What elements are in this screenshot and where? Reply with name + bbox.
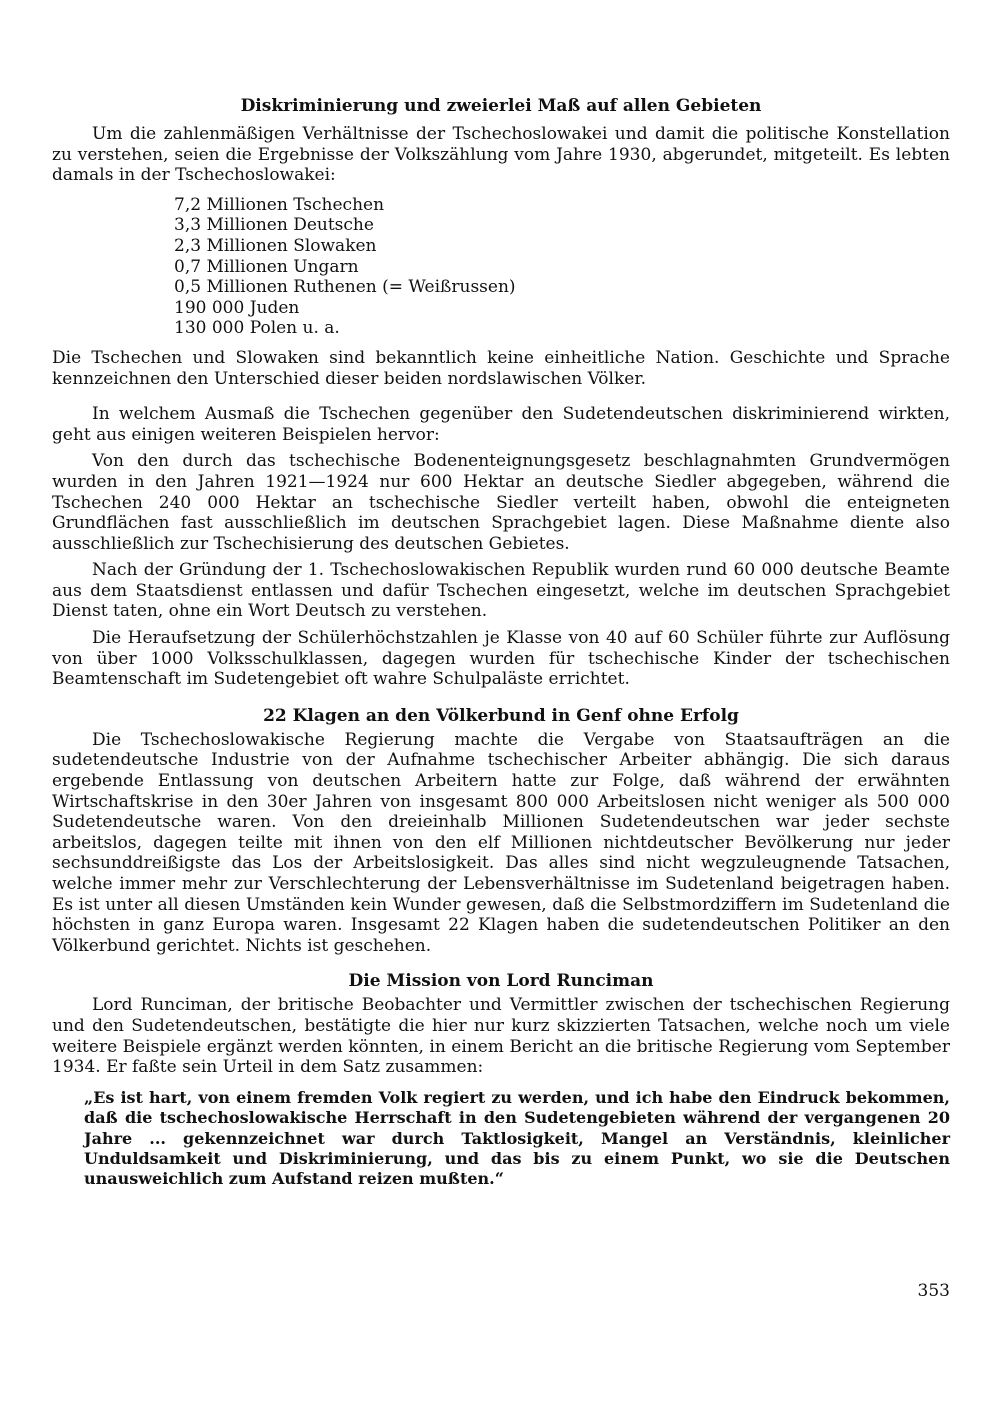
page-body bbox=[52, 96, 950, 1190]
list-item: 3,3 Millionen Deutsche bbox=[174, 215, 374, 236]
section-heading-runciman: Die Mission von Lord Runciman bbox=[348, 971, 654, 992]
paragraph-nations: Die Tschechen und Slowaken sind bekanntlich keine einheitliche Nation. Geschichte und Sprache kennzeichnen den Unterschied dieser beiden nordslawischen Völker. bbox=[52, 347, 950, 389]
list-item: 0,7 Millionen Ungarn bbox=[174, 256, 359, 277]
paragraph-officials: Nach der Gründung der 1. Tschechoslowakischen Republik wurden rund 60 000 deutsche Beamte aus dem Staatsdienst entlassen und dafür Tschechen eingesetzt, welche im deutschen Sprachgebiet Dienst taten, ohne ein Wort Deutsch zu verstehen. bbox=[52, 560, 950, 622]
list-item: 7,2 Millionen Tschechen bbox=[174, 194, 385, 215]
paragraph-schools: Die Heraufsetzung der Schülerhöchstzahlen je Klasse von 40 auf 60 Schüler führte zur Auflösung von über 1000 Volksschulklassen, dagegen wurden für tschechische Kinder der tschechischen Beamtenschaft im Sudetengebiet oft wahre Schulpaläste errichtet. bbox=[52, 628, 950, 690]
paragraph-land-expropriation: Von den durch das tschechische Bodenenteignungsgesetz beschlagnahmten Grundvermögen wurden in den Jahren 1921—1924 nur 600 Hektar an deutsche Siedler abgegeben, während die Tschechen 240 000 Hektar an tschechische Siedler verteilt haben, obwohl die enteigneten Grundflächen fast ausschließlich im deutschen Sprachgebiet lagen. Diese Maßnahme diente also ausschließlich zur Tschechisierung des deutschen Gebietes. bbox=[52, 451, 950, 554]
section-heading-league-of-nations: 22 Klagen an den Völkerbund in Genf ohne Erfolg bbox=[263, 705, 739, 726]
list-item: 2,3 Millionen Slowaken bbox=[174, 235, 377, 256]
page-number: 353 bbox=[917, 1281, 950, 1301]
paragraph-league-complaints: Die Tschechoslowakische Regierung machte die Vergabe von Staatsaufträgen an die sudetendeutsche Industrie von der Aufnahme tschechischer Arbeiter abhängig. Die sich daraus ergebende Entlassung von deutschen Arbeitern hatte zur Folge, daß während der erwähnten Wirtschaftskrise in den 30er Jahren von insgesamt 800 000 Arbeitslosen nicht weniger als 500 000 Sudetendeutsche waren. Von den dreieinhalb Millionen Sudetendeutschen war jeder sechste arbeitslos, dagegen teilte mit ihnen von den elf Millionen nichtdeutscher Bevölkerung nur jeder sechsunddreißigste das Los der Arbeitslosigkeit. Das alles sind nicht wegzuleugnende Tatsachen, welche immer mehr zur Verschlechterung der Lebensverhältnisse im Sudetenland beigetragen haben. Es ist unter all diesen Umständen kein Wunder gewesen, daß die Selbstmordziffern im Sudetenland die höchsten in ganz Europa waren. Insgesamt 22 Klagen haben die sudetendeutschen Politiker an den Völkerbund gerichtet. Nichts ist geschehen. bbox=[52, 729, 950, 956]
section-heading-discrimination: Diskriminierung und zweierlei Maß auf allen Gebieten bbox=[240, 96, 762, 116]
list-item: 130 000 Polen u. a. bbox=[174, 318, 340, 339]
runciman-quote: „Es ist hart, von einem fremden Volk regiert zu werden, und ich habe den Eindruck bekommen, daß die tschechoslowakische Herrschaft in den Sudetengebieten während der vergangenen 20 Jahre ... gekennzeichnet war durch Taktlosigkeit, Mangel an Verständnis, kleinlicher Unduldsamkeit und Diskriminierung, und das bis zu einem Punkt, wo sie die Deutschen unausweichlich zum Aufstand reizen mußten.“ bbox=[84, 1087, 950, 1189]
list-item: 0,5 Millionen Ruthenen (= Weißrussen) bbox=[174, 277, 516, 298]
paragraph-runciman: Lord Runciman, der britische Beobachter und Vermittler zwischen der tschechischen Regierung und den Sudetendeutschen, bestätigte die hier nur kurz skizzierten Tatsachen, welche noch um viele weitere Beispiele ergänzt werden könnten, in einem Bericht an die britische Regierung vom September 1934. Er faßte sein Urteil in dem Satz zusammen: bbox=[52, 995, 950, 1078]
population-list bbox=[52, 195, 950, 339]
paragraph-discrimination: In welchem Ausmaß die Tschechen gegenüber den Sudetendeutschen diskriminierend wirkten, geht aus einigen weiteren Beispielen hervor: bbox=[52, 404, 950, 445]
list-item: 190 000 Juden bbox=[174, 297, 300, 318]
paragraph-census-intro: Um die zahlenmäßigen Verhältnisse der Tschechoslowakei und damit die politische Konstellation zu verstehen, seien die Ergebnisse der Volkszählung vom Jahre 1930, abgerundet, mitgeteilt. Es lebten damals in der Tschechoslowakei: bbox=[52, 124, 950, 186]
